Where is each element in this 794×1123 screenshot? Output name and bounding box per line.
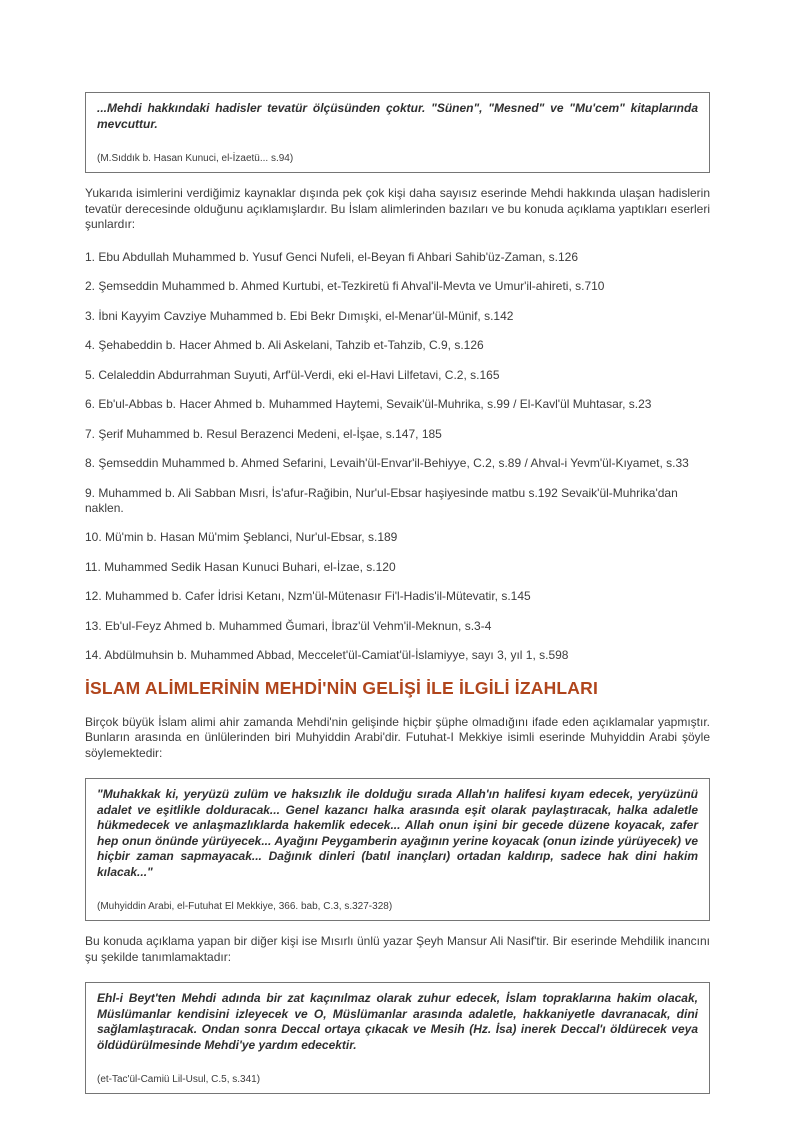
list-item: 5. Celaleddin Abdurrahman Suyuti, Arf'ül-Verdi, eki el-Havi Lilfetavi, C.2, s.165 (85, 367, 500, 382)
list-item: 2. Şemseddin Muhammed b. Ahmed Kurtubi, et-Tezkiretü fi Ahval'il-Mevta ve Umur'il-ahireti, s.710 (85, 279, 605, 293)
paragraph-nasif: Bu konuda açıklama yapan bir diğer kişi ise Mısırlı ünlü yazar Şeyh Mansur Ali Nasif'tir. Bir eserinde Mehdilik inancını şu şekilde tanımlamaktadır: (85, 934, 710, 964)
quote-citation: (et-Tac'ül-Camiü Lil-Usul, C.5, s.341) (97, 1074, 261, 1085)
quote-text: ...Mehdi hakkındaki hadisler tevatür ölçüsünden çoktur. "Sünen", "Mesned" ve "Mu'cem" kitaplarında mevcuttur. (97, 101, 698, 131)
list-item: 7. Şerif Muhammed b. Resul Berazenci Medeni, el-İşae, s.147, 185 (85, 426, 442, 441)
quote-box-arabi (85, 778, 710, 921)
list-item: 9. Muhammed b. Ali Sabban Mısri, İs'afur-Rağibin, Nur'ul-Ebsar haşiyesinde matbu s.192 Sevaik'ül-Muhrika'dan naklen. (85, 485, 678, 515)
list-item: 3. İbni Kayyim Cavziye Muhammed b. Ebi Bekr Dımışki, el-Menar'ül-Münif, s.142 (85, 308, 514, 323)
quote-citation: (Muhyiddin Arabi, el-Futuhat El Mekkiye, 366. bab, C.3, s.327-328) (97, 901, 393, 912)
list-item: 11. Muhammed Sedik Hasan Kunuci Buhari, el-İzae, s.120 (85, 559, 396, 574)
list-item: 12. Muhammed b. Cafer İdrisi Ketanı, Nzm'ül-Mütenasır Fi'l-Hadis'il-Mütevatir, s.145 (85, 589, 531, 603)
quote-box-kunuci (85, 92, 710, 173)
quote-box-nasif (85, 982, 710, 1094)
list-item: 14. Abdülmuhsin b. Muhammed Abbad, Meccelet'ül-Camiat'ül-İslamiyye, sayı 3, yıl 1, s.598 (85, 648, 569, 662)
list-item: 10. Mü'min b. Hasan Mü'mim Şeblanci, Nur'ul-Ebsar, s.189 (85, 530, 398, 544)
section-heading: İSLAM ALİMLERİNİN MEHDİ'NİN GELİŞİ İLE İLGİLİ İZAHLARI (85, 677, 599, 698)
quote-citation: (M.Sıddık b. Hasan Kunuci, el-İzaetü... s.94) (97, 153, 294, 164)
quote-text: "Muhakkak ki, yeryüzü zulüm ve haksızlık ile dolduğu sırada Allah'ın halifesi kıyam edecek, yeryüzünü adalet ve eşitlikle dolduracak... Genel kazancı halka arasında eşit olarak paylaştıracak, halka adaletle hükmedecek ve anlaşmazlıklarda hakemlik edecek... Allah onun işini bir gecede düzene koyacak, zafer hep onun önünde yürüyecek... Ayağını Peygamberin ayağının yerine koyacak (onun izinde yürüyecek) ve hiçbir zaman sapmayacak... Dağınık dinleri (batıl inançları) ortadan kaldırıp, sadece hak dini hakim kılacak..." (97, 787, 698, 879)
list-item: 13. Eb'ul-Feyz Ahmed b. Muhammed Ğumari, İbraz'ül Vehm'il-Meknun, s.3-4 (85, 618, 492, 633)
quote-text: Ehl-i Beyt'ten Mehdi adında bir zat kaçınılmaz olarak zuhur edecek, İslam topraklarına hakim olacak, Müslümanlar kendisini izleyecek ve O, Müslümanlar arasında adaletle, hakkaniyetle davranacak, dini sağlamlaştıracak. Ondan sonra Deccal ortaya çıkacak ve Mesih (Hz. İsa) inerek Deccal'ı öldürecek veya öldüdürülmesinde Mehdi'ye yardım edecektir. (97, 991, 698, 1052)
list-item: 1. Ebu Abdullah Muhammed b. Yusuf Genci Nufeli, el-Beyan fi Ahbari Sahib'üz-Zaman, s.126 (85, 249, 579, 264)
list-item: 6. Eb'ul-Abbas b. Hacer Ahmed b. Muhammed Haytemi, Sevaik'ül-Muhrika, s.99 / El-Kavl'ül Muhtasar, s.23 (85, 397, 652, 411)
scholars-list (85, 250, 710, 664)
list-item: 4. Şehabeddin b. Hacer Ahmed b. Ali Askelani, Tahzib et-Tahzib, C.9, s.126 (85, 338, 484, 352)
paragraph-arabi: Birçok büyük İslam alimi ahir zamanda Mehdi'nin gelişinde hiçbir şüphe olmadığını ifade eden açıklamalar yapmıştır. Bunların arasında en ünlülerinden biri Muhyiddin Arabi'dir. Futuhat-I Mekkiye isimli eserinde Muhyiddin Arabi şöyle söylemektedir: (85, 714, 710, 760)
list-item: 8. Şemseddin Muhammed b. Ahmed Sefarini, Levaih'ül-Envar'il-Behiyye, C.2, s.89 / Ahval-i Yevm'ül-Kıyamet, s.33 (85, 456, 689, 470)
intro-paragraph: Yukarıda isimlerini verdiğimiz kaynaklar dışında pek çok kişi daha sayısız eserinde Mehdi hakkında ulaşan hadislerin tevatür derecesinde olduğunu açıklamışlardır. Bu İslam alimlerinden bazıları ve bu konuda açıklama yaptıkları eserleri şunlardır: (85, 186, 710, 231)
